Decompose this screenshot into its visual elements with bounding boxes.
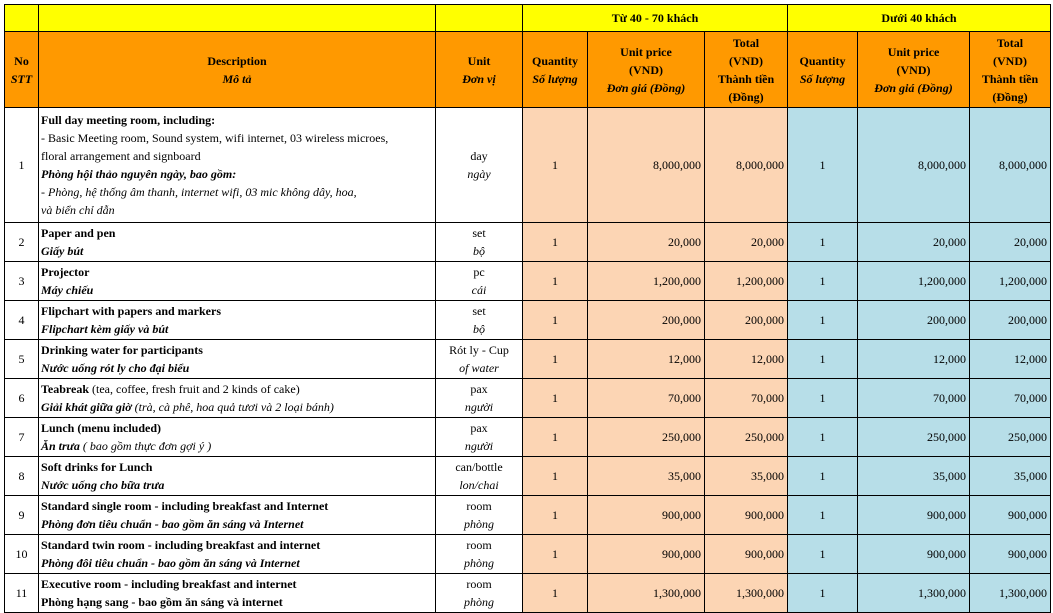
row-total-2: 1,200,000 — [970, 262, 1051, 301]
table-row — [5, 535, 1051, 574]
row-total-1: 70,000 — [705, 379, 788, 418]
row-price-2: 70,000 — [858, 379, 970, 418]
row-qty-2: 1 — [788, 496, 858, 535]
row-unit: room phòng — [436, 535, 523, 574]
table-row — [5, 301, 1051, 340]
row-description: Drinking water for participants Nước uống rót ly cho đại biểu — [39, 340, 436, 379]
row-qty-1: 1 — [523, 262, 588, 301]
row-total-1: 12,000 — [705, 340, 788, 379]
row-qty-1: 1 — [523, 301, 588, 340]
row-price-2: 12,000 — [858, 340, 970, 379]
row-price-2: 900,000 — [858, 496, 970, 535]
row-qty-1: 1 — [523, 223, 588, 262]
row-qty-2: 1 — [788, 379, 858, 418]
row-total-2: 900,000 — [970, 496, 1051, 535]
table-row — [5, 457, 1051, 496]
row-description: Soft drinks for Lunch Nước uống cho bữa trưa — [39, 457, 436, 496]
row-qty-2: 1 — [788, 418, 858, 457]
row-description: Lunch (menu included) Ăn trưa ( bao gồm thực đơn gợi ý ) — [39, 418, 436, 457]
row-description: Standard twin room - including breakfast and internet Phòng đôi tiêu chuẩn - bao gồm ăn sáng và Internet — [39, 535, 436, 574]
row-price-2: 1,200,000 — [858, 262, 970, 301]
table-row — [5, 496, 1051, 535]
row-price-2: 8,000,000 — [858, 108, 970, 223]
row-qty-1: 1 — [523, 574, 588, 613]
group-header-row — [5, 5, 1051, 32]
row-qty-2: 1 — [788, 108, 858, 223]
row-unit: can/bottle lon/chai — [436, 457, 523, 496]
row-price-1: 900,000 — [588, 496, 705, 535]
row-price-1: 900,000 — [588, 535, 705, 574]
row-price-1: 250,000 — [588, 418, 705, 457]
table-row — [5, 262, 1051, 301]
header-no: No STT — [5, 32, 39, 108]
row-description: Standard single room - including breakfast and Internet Phòng đơn tiêu chuẩn - bao gồm ăn sáng và Internet — [39, 496, 436, 535]
row-total-2: 250,000 — [970, 418, 1051, 457]
row-price-1: 12,000 — [588, 340, 705, 379]
row-description: Full day meeting room, including: - Basic Meeting room, Sound system, wifi internet, 03 wireless microes, floral arrangement and signboard Phòng hội thảo nguyên ngày, bao gồm: - Phòng, hệ thống âm thanh, internet wifi, 03 mic không dây, hoa, và biển chỉ dẫn — [39, 108, 436, 223]
row-price-2: 35,000 — [858, 457, 970, 496]
table-row — [5, 340, 1051, 379]
header-unit: Unit Đơn vị — [436, 32, 523, 108]
row-total-2: 8,000,000 — [970, 108, 1051, 223]
row-price-1: 70,000 — [588, 379, 705, 418]
row-qty-2: 1 — [788, 223, 858, 262]
row-total-1: 250,000 — [705, 418, 788, 457]
row-price-2: 250,000 — [858, 418, 970, 457]
row-qty-1: 1 — [523, 418, 588, 457]
row-qty-2: 1 — [788, 301, 858, 340]
row-total-1: 200,000 — [705, 301, 788, 340]
row-qty-1: 1 — [523, 108, 588, 223]
row-total-1: 35,000 — [705, 457, 788, 496]
row-price-2: 20,000 — [858, 223, 970, 262]
row-no: 3 — [5, 262, 39, 301]
row-total-2: 12,000 — [970, 340, 1051, 379]
column-header-row — [5, 32, 1051, 108]
row-total-2: 900,000 — [970, 535, 1051, 574]
row-no: 8 — [5, 457, 39, 496]
row-total-1: 1,300,000 — [705, 574, 788, 613]
table-row — [5, 223, 1051, 262]
row-no: 5 — [5, 340, 39, 379]
row-no: 10 — [5, 535, 39, 574]
row-total-1: 1,200,000 — [705, 262, 788, 301]
row-qty-1: 1 — [523, 340, 588, 379]
row-price-1: 8,000,000 — [588, 108, 705, 223]
row-description: Teabreak (tea, coffee, fresh fruit and 2 kinds of cake) Giải khát giữa giờ (trà, cà phê, hoa quả tươi và 2 loại bánh) — [39, 379, 436, 418]
row-price-2: 200,000 — [858, 301, 970, 340]
price-table — [4, 4, 1051, 613]
row-qty-2: 1 — [788, 535, 858, 574]
row-no: 7 — [5, 418, 39, 457]
row-qty-1: 1 — [523, 496, 588, 535]
row-description: Paper and pen Giấy bút — [39, 223, 436, 262]
row-total-2: 200,000 — [970, 301, 1051, 340]
group-40-70: Từ 40 - 70 khách — [523, 5, 788, 32]
row-price-2: 900,000 — [858, 535, 970, 574]
row-unit: room phòng — [436, 496, 523, 535]
group-under-40: Dưới 40 khách — [788, 5, 1051, 32]
row-unit: room phòng — [436, 574, 523, 613]
row-total-1: 8,000,000 — [705, 108, 788, 223]
row-qty-1: 1 — [523, 535, 588, 574]
row-unit: pc cái — [436, 262, 523, 301]
row-unit: day ngày — [436, 108, 523, 223]
row-unit: pax người — [436, 379, 523, 418]
row-no: 4 — [5, 301, 39, 340]
row-total-2: 1,300,000 — [970, 574, 1051, 613]
header-unit-price-2: Unit price (VND) Đơn giá (Đồng) — [858, 32, 970, 108]
header-unit-price-1: Unit price (VND) Đơn giá (Đồng) — [588, 32, 705, 108]
row-no: 11 — [5, 574, 39, 613]
row-no: 2 — [5, 223, 39, 262]
table-row — [5, 379, 1051, 418]
row-unit: pax người — [436, 418, 523, 457]
header-quantity-2: Quantity Số lượng — [788, 32, 858, 108]
row-unit: set bộ — [436, 301, 523, 340]
row-price-1: 35,000 — [588, 457, 705, 496]
row-qty-2: 1 — [788, 574, 858, 613]
row-total-2: 20,000 — [970, 223, 1051, 262]
row-qty-2: 1 — [788, 262, 858, 301]
row-no: 1 — [5, 108, 39, 223]
row-no: 9 — [5, 496, 39, 535]
row-description: Executive room - including breakfast and internet Phòng hạng sang - bao gồm ăn sáng và internet — [39, 574, 436, 613]
header-description: Description Mô tả — [39, 32, 436, 108]
row-description: Flipchart with papers and markers Flipchart kèm giấy và bút — [39, 301, 436, 340]
row-total-1: 20,000 — [705, 223, 788, 262]
row-total-2: 35,000 — [970, 457, 1051, 496]
row-price-1: 1,200,000 — [588, 262, 705, 301]
row-price-1: 1,300,000 — [588, 574, 705, 613]
row-total-1: 900,000 — [705, 535, 788, 574]
row-qty-1: 1 — [523, 457, 588, 496]
row-unit: Rót ly - Cup of water — [436, 340, 523, 379]
row-qty-2: 1 — [788, 340, 858, 379]
table-row — [5, 108, 1051, 223]
row-total-2: 70,000 — [970, 379, 1051, 418]
header-quantity-1: Quantity Số lượng — [523, 32, 588, 108]
row-qty-2: 1 — [788, 457, 858, 496]
row-price-1: 200,000 — [588, 301, 705, 340]
header-total-1: Total (VND) Thành tiền (Đồng) — [705, 32, 788, 108]
row-unit: set bộ — [436, 223, 523, 262]
row-price-1: 20,000 — [588, 223, 705, 262]
header-total-2: Total (VND) Thành tiền (Đồng) — [970, 32, 1051, 108]
row-no: 6 — [5, 379, 39, 418]
row-price-2: 1,300,000 — [858, 574, 970, 613]
table-row — [5, 574, 1051, 613]
row-qty-1: 1 — [523, 379, 588, 418]
table-row — [5, 418, 1051, 457]
row-total-1: 900,000 — [705, 496, 788, 535]
row-description: Projector Máy chiếu — [39, 262, 436, 301]
